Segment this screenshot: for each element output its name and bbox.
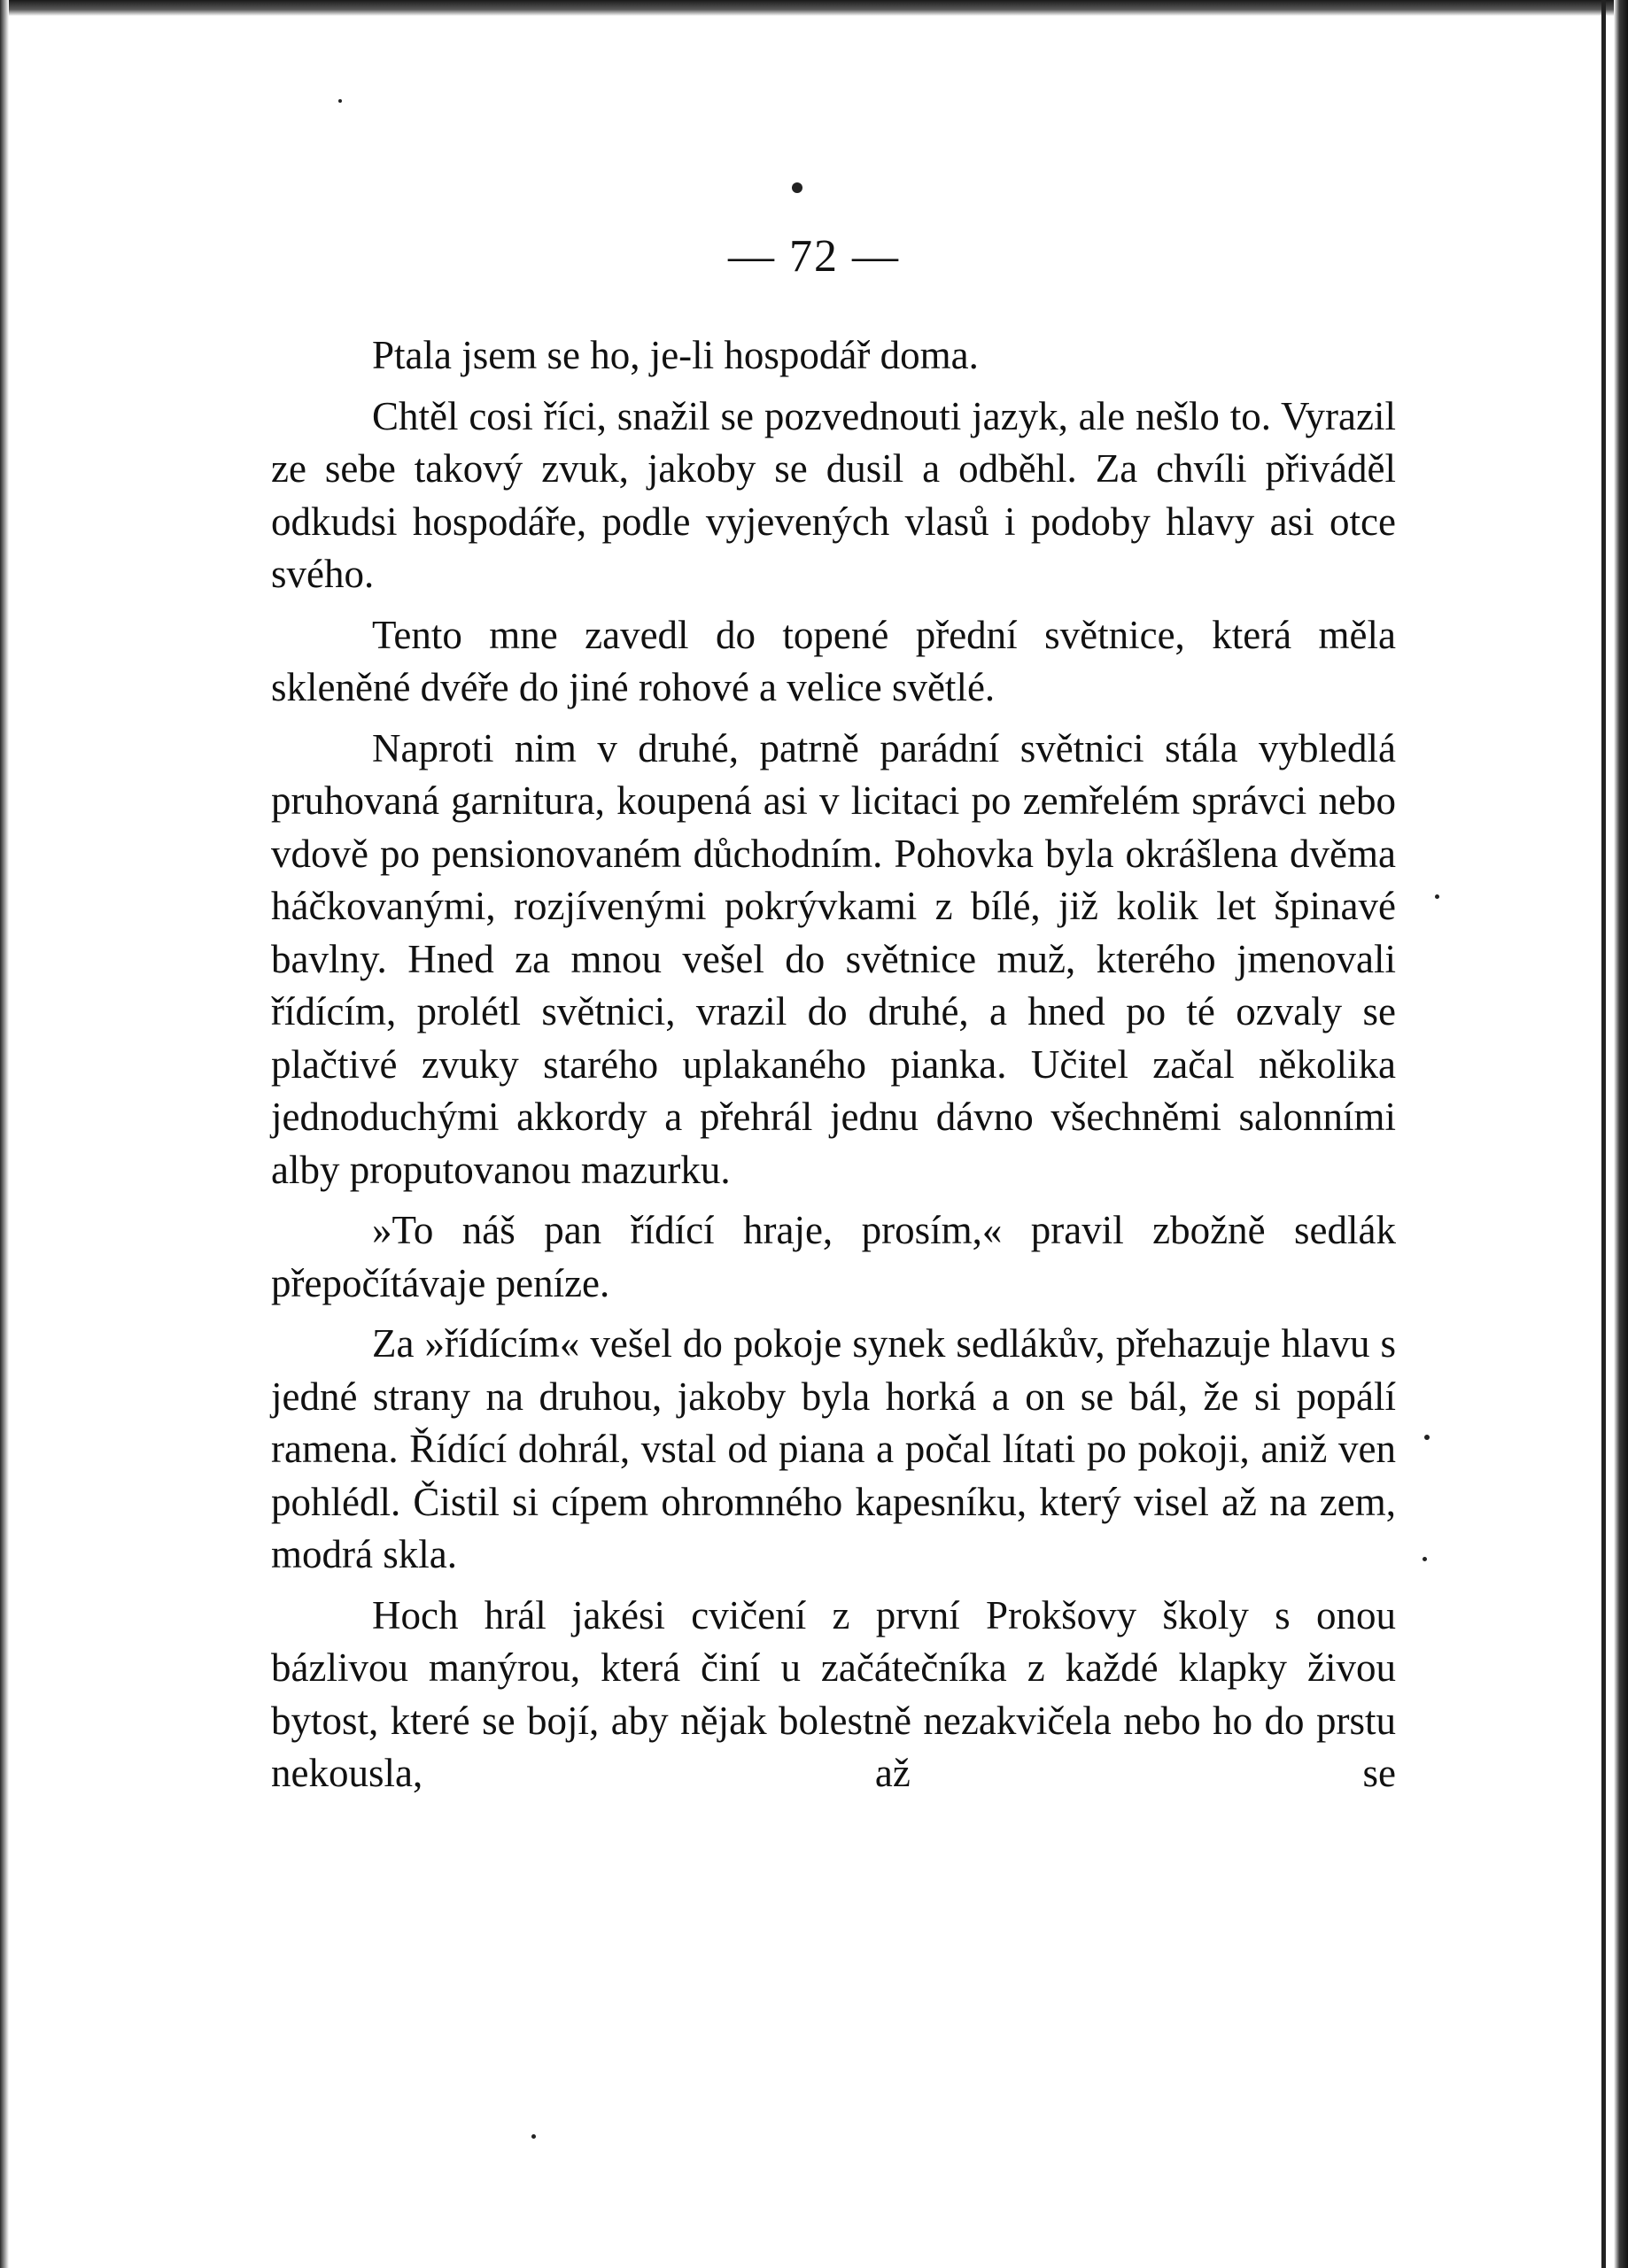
paragraph: Hoch hrál jakési cvičení z první Prokšovy školy s onou bázlivou manýrou, která činí u začátečníka z každé klapky živou bytost, které se bojí, aby nějak bolestně nezakvičela nebo ho do prstu nekousla, až se — [271, 1592, 1396, 1795]
paragraph: Chtěl cosi říci, snažil se pozvednouti jazyk, ale nešlo to. Vyrazil ze sebe takový zvuk, jakoby se dusil a odběhl. Za chvíli přiváděl odkudsi hospodáře, podle vyjevených vlasů i podoby hlavy asi otce svého. — [271, 393, 1396, 596]
scan-edge-right — [1614, 0, 1628, 2268]
paragraph: »To náš pan řídící hraje, prosím,« pravil zbožně sedlák přepočítávaje peníze. — [271, 1208, 1396, 1305]
page-number: — 72 — — [728, 231, 900, 282]
paragraph: Za »řídícím« vešel do pokoje synek sedlákův, přehazuje hlavu s jedné strany na druhou, jakoby byla horká a on se bál, že si popálí ramena. Řídící dohrál, vstal od piana a počal lítati po pokoji, aniž ven pohlédl. Čistil si cípem ohromného kapesníku, který visel až na zem, modrá skla. — [271, 1321, 1396, 1576]
scan-speck — [1424, 1435, 1430, 1440]
paragraph: Naproti nim v druhé, patrně parádní světnici stála vybledlá pruhovaná garnitura, koupená asi v licitaci po zemřelém správci nebo vdově po pensionovaném důchodním. Pohovka byla okrášlena dvěma háčkovanými, rozjívenými pokrývkami z bílé, již kolik let špinavé bavlny. Hned za mnou vešel do světnice muž, kterého jmenovali řídícím, prolétl světnici, vrazil do druhé, a hned po té ozvaly se plačtivé zvuky starého uplakaného pianka. Učitel začal několika jednoduchými akkordy a přehrál jednu dávno všechněmi salonními alby proputovanou mazurku. — [271, 725, 1396, 1192]
scan-speck — [1423, 1557, 1427, 1561]
paragraph: Ptala jsem se ho, je-li hospodář doma. — [372, 333, 979, 377]
scan-speck — [1435, 894, 1439, 899]
paragraph: Tento mne zavedl do topené přední světnice, která měla skleněné dvéře do jiné rohové a velice světlé. — [271, 612, 1396, 709]
scan-speck — [531, 2134, 536, 2139]
scan-edge-top — [0, 0, 1628, 16]
scan-edge-right-line — [1601, 0, 1606, 2268]
scan-speck — [338, 99, 342, 103]
scan-speck — [792, 182, 802, 193]
scan-edge-left — [0, 0, 9, 2268]
body-text — [271, 329, 1396, 1808]
